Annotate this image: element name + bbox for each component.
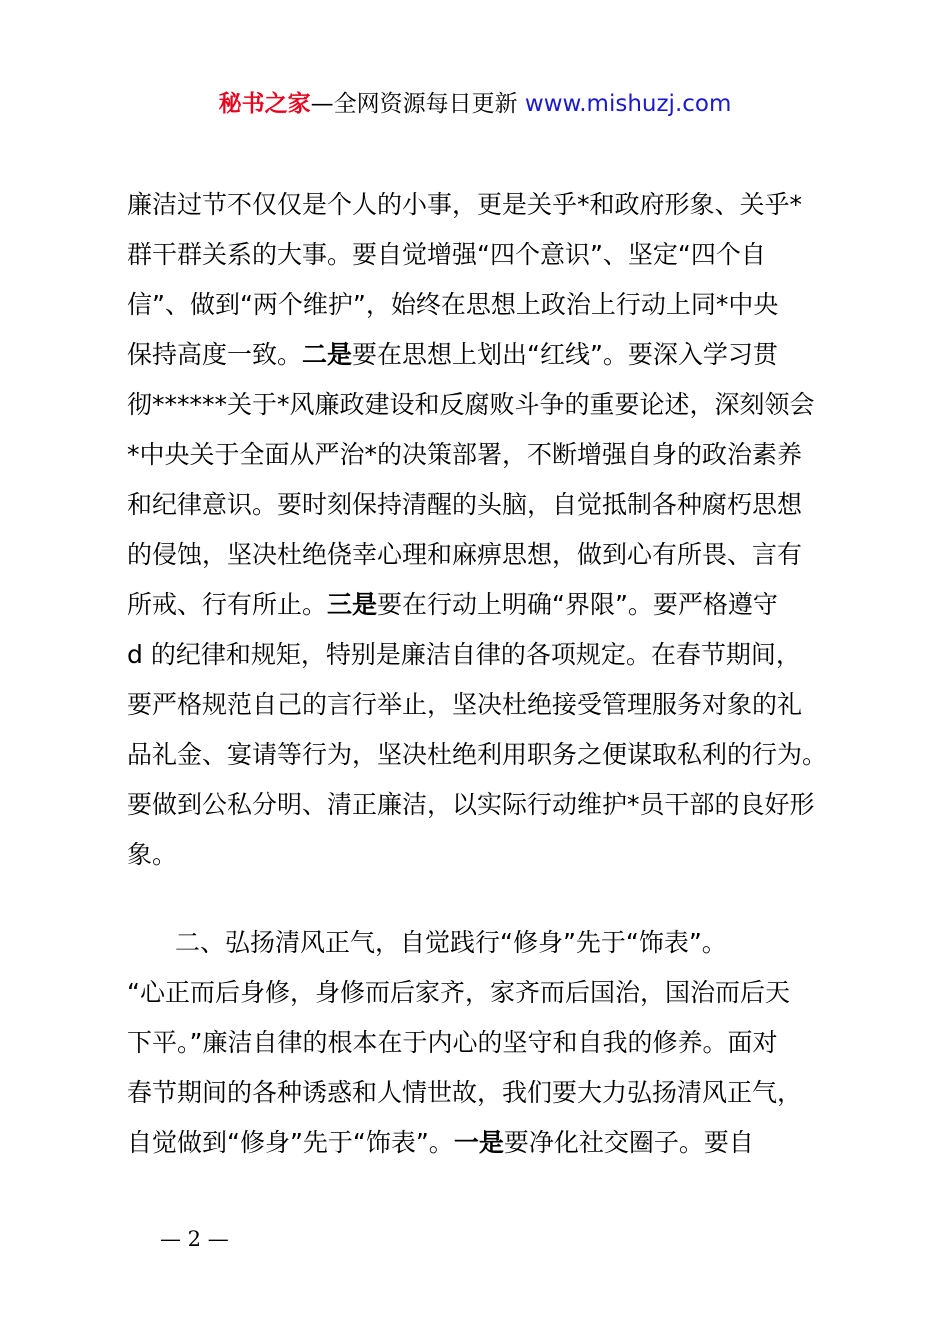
text-line [127,1118,837,1168]
text-run: 保持高度一致。 [127,340,303,369]
site-banner [0,86,950,122]
text-run: 下平。”廉洁自律的根本在于内心的坚守和自我的修养。面对 [127,1028,778,1057]
bold-marker: 一是 [453,1128,504,1157]
text-run: 群干群关系的大事。要自觉增强“四个意识”、坚定“四个自 [127,240,766,269]
text-line [127,968,837,1018]
text-line [127,180,837,230]
text-run: 要在行动上明确“界限”。要严格遵守 [377,590,778,619]
text-line [127,1018,837,1068]
text-line [127,730,837,780]
text-line [127,1068,837,1118]
text-run: 信”、做到“两个维护”，始终在思想上政治上行动上同*中央 [127,290,779,319]
page-number: — 2 — [160,1227,229,1251]
text-run: 和纪律意识。要时刻保持清醒的头脑，自觉抵制各种腐朽思想 [127,490,803,519]
text-line [127,480,837,530]
banner-tagline: —全网资源每日更新 [310,91,525,117]
bold-marker: 三是 [327,590,378,619]
text-run: d 的纪律和规矩，特别是廉洁自律的各项规定。在春节期间， [127,640,801,669]
text-line [127,230,837,280]
text-line [127,530,837,580]
text-run: 要在思想上划出“红线”。要深入学习贯 [352,340,778,369]
paragraph-gap [127,880,837,918]
text-line [127,680,837,730]
text-line [127,280,837,330]
text-line [127,330,837,380]
heading-text: 二、弘扬清风正气，自觉践行“修身”先于“饰表”。 [175,928,727,957]
text-run: 彻******关于*风廉政建设和反腐败斗争的重要论述，深刻领会 [127,390,815,419]
text-run: 要严格规范自己的言行举止，坚决杜绝接受管理服务对象的礼 [127,690,803,719]
text-run: 所戒、行有所止。 [127,590,328,619]
text-run: 象。 [127,840,178,869]
document-body [127,180,837,1168]
text-line [127,780,837,830]
text-line [127,380,837,430]
text-line [127,630,837,680]
text-run: 品礼金、宴请等行为，坚决杜绝利用职务之便谋取私利的行为。 [127,740,828,769]
bold-marker: 二是 [302,340,353,369]
text-run: 春节期间的各种诱惑和人情世故，我们要大力弘扬清风正气， [127,1078,803,1107]
text-run: 要做到公私分明、清正廉洁，以实际行动维护*员干部的良好形 [127,790,815,819]
text-run: *中央关于全面从严治*的决策部署，不断增强自身的政治素养 [127,440,803,469]
text-run: 的侵蚀，坚决杜绝侥幸心理和麻痹思想，做到心有所畏、言有 [127,540,803,569]
site-url-link[interactable]: www.mishuzj.com [524,91,732,117]
text-run: “心正而后身修，身修而后家齐，家齐而后国治，国治而后天 [127,978,790,1007]
text-run: 要净化社交圈子。要自 [503,1128,754,1157]
text-line [127,430,837,480]
text-run: 自觉做到“修身”先于“饰表”。 [127,1128,454,1157]
section-heading [127,918,837,968]
text-line [127,830,837,880]
text-run: 廉洁过节不仅仅是个人的小事，更是关乎*和政府形象、关乎* [127,190,803,219]
text-line [127,580,837,630]
brand-name: 秘书之家 [218,91,311,117]
